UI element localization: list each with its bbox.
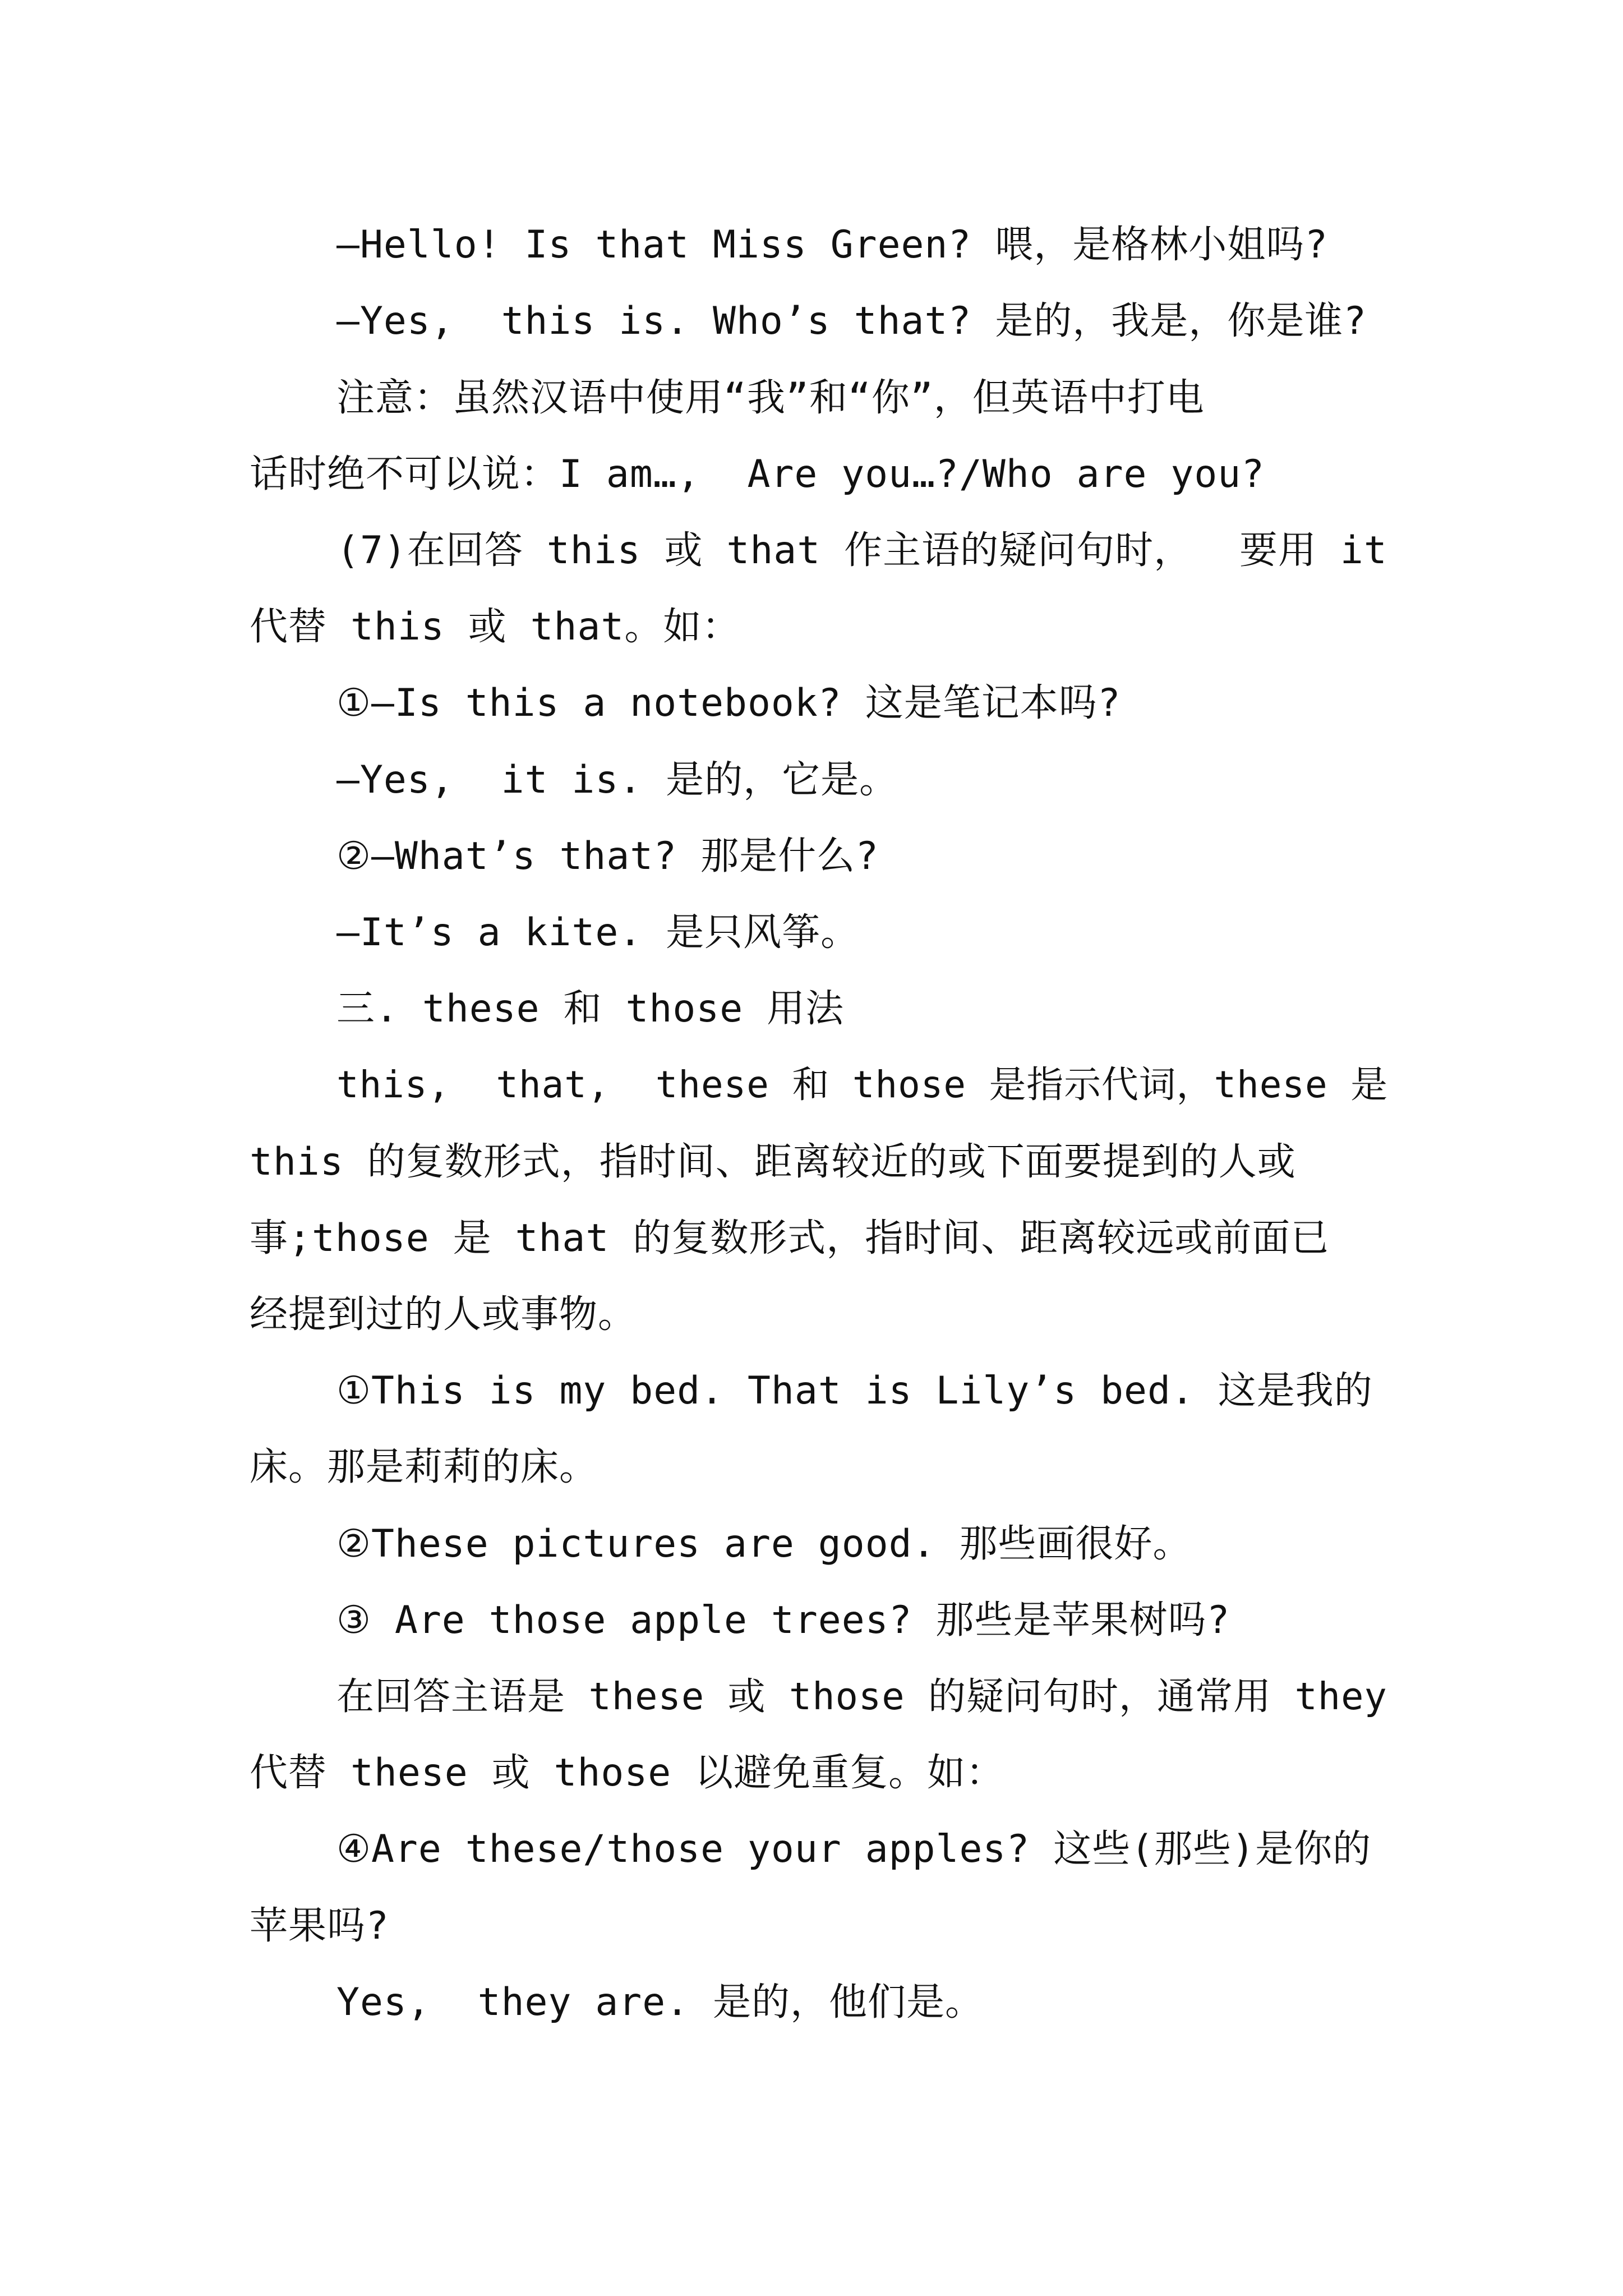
text-line: this 的复数形式，指时间、距离较近的或下面要提到的人或 [250, 1140, 1296, 1184]
text-line: ①This is my bed. That is Lily’s bed. 这是我的 [336, 1369, 1373, 1413]
text-line: —Hello! Is that Miss Green? 喂，是格林小姐吗? [336, 223, 1329, 267]
text-line: this, that, these 和 those 是指示代词，these 是 [336, 1063, 1389, 1106]
text-line: ①—Is this a notebook? 这是笔记本吗? [336, 681, 1121, 725]
text-line: 话时绝不可以说：I am…, Are you…?/Who are you? [250, 452, 1265, 496]
text-line: 床。那是莉莉的床。 [250, 1445, 598, 1489]
text-line: ③ Are those apple trees? 那些是苹果树吗? [336, 1598, 1230, 1642]
text-line: 经提到过的人或事物。 [250, 1292, 637, 1337]
text-line: 事;those 是 that 的复数形式，指时间、距离较远或前面已 [250, 1216, 1330, 1260]
text-line: 苹果吗? [250, 1904, 389, 1948]
text-line: —Yes, this is. Who’s that? 是的，我是，你是谁? [336, 299, 1367, 343]
section-heading: 三. these 和 those 用法 [336, 987, 845, 1031]
text-line: 在回答主语是 these 或 those 的疑问句时，通常用 they [336, 1674, 1387, 1718]
text-line: 代替 this 或 that。如： [250, 605, 741, 649]
text-line: 注意：虽然汉语中使用“我”和“你”，但英语中打电 [336, 376, 1205, 420]
text-line: (7)在回答 this 或 that 作主语的疑问句时， 要用 it [336, 528, 1387, 573]
text-line: ②—What’s that? 那是什么? [336, 834, 879, 878]
text-line: Yes, they are. 是的，他们是。 [336, 1980, 984, 2024]
text-line: —Yes, it is. 是的，它是。 [336, 758, 898, 802]
text-line: ②These pictures are good. 那些画很好。 [336, 1522, 1192, 1566]
text-line: 代替 these 或 those 以避免重复。如： [250, 1751, 1005, 1795]
text-line: —It’s a kite. 是只风筝。 [336, 910, 860, 955]
text-line: ④Are these/those your apples? 这些(那些)是你的 [336, 1827, 1372, 1871]
